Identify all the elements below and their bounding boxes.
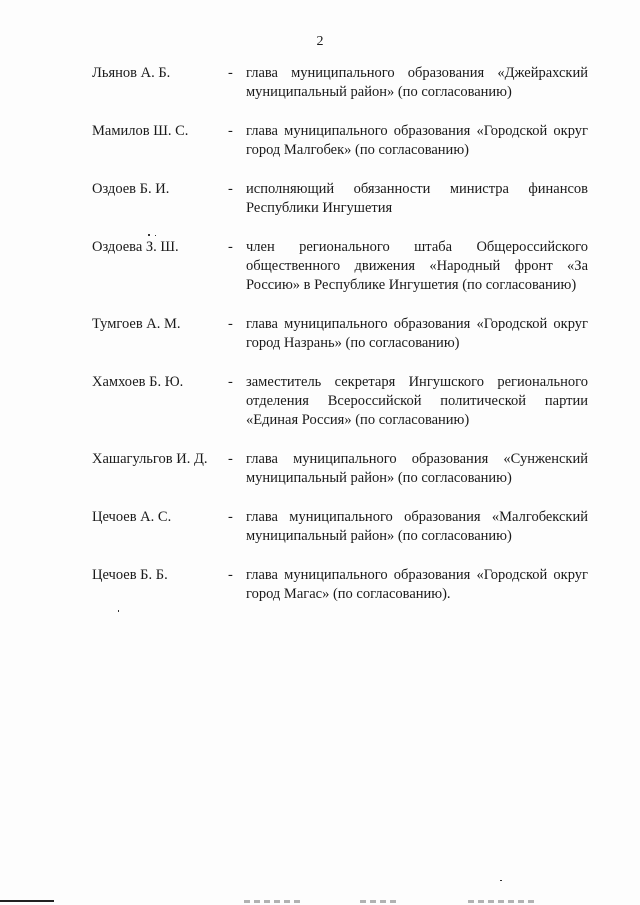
member-name: Оздоев Б. И. [92,181,170,197]
list-item [92,122,588,160]
member-name: Цечоев Б. Б. [92,567,168,583]
dash-separator: - [228,181,233,197]
member-name: Хашагульгов И. Д. [92,451,208,467]
page-number: 2 [316,34,324,49]
scan-edge-line [0,900,54,902]
dash-separator: - [228,509,233,525]
scan-edge-dots [244,900,304,903]
member-name: Тумгоев А. М. [92,316,181,332]
dash-separator: - [228,374,233,390]
member-role: глава муниципального образования «Джейрахский муниципальный район» (по согласованию) [246,65,588,100]
list-item [92,64,588,102]
list-item [92,450,588,488]
member-name: Оздоева З. Ш. [92,239,179,255]
member-list [92,64,588,624]
dash-separator: - [228,451,233,467]
list-item [92,373,588,430]
dash-separator: - [228,65,233,81]
member-role: глава муниципального образования «Городской округ город Магас» (по согласованию). [246,567,588,602]
scan-speck [148,234,150,236]
member-role: исполняющий обязанности министра финансов Республики Ингушетия [246,181,588,216]
member-role: глава муниципального образования «Городской округ город Назрань» (по согласованию) [246,316,588,351]
list-item [92,315,588,353]
member-role: глава муниципального образования «Сунженский муниципальный район» (по согласованию) [246,451,588,486]
list-item [92,238,588,295]
dash-separator: - [228,123,233,139]
member-role: глава муниципального образования «Городской округ город Малгобек» (по согласованию) [246,123,588,158]
member-name: Цечоев А. С. [92,509,172,525]
dash-separator: - [228,567,233,583]
scan-speck [155,235,156,236]
scan-edge-dots [468,900,538,903]
dash-separator: - [228,316,233,332]
dash-separator: - [228,239,233,255]
list-item [92,566,588,604]
scan-edge-dots [360,900,400,903]
member-role: член регионального штаба Общероссийского общественного движения «Народный фронт «За Россию» в Республике Ингушетия (по согласованию) [246,239,588,293]
scan-speck [500,880,502,881]
member-name: Мамилов Ш. С. [92,123,189,139]
member-name: Хамхоев Б. Ю. [92,374,184,390]
list-item [92,180,588,218]
scan-speck [118,610,119,612]
member-name: Льянов А. Б. [92,65,171,81]
member-role: заместитель секретаря Ингушского регионального отделения Всероссийской политической партии «Единая Россия» (по согласованию) [246,374,588,428]
list-item [92,508,588,546]
member-role: глава муниципального образования «Малгобекский муниципальный район» (по согласованию) [246,509,588,544]
